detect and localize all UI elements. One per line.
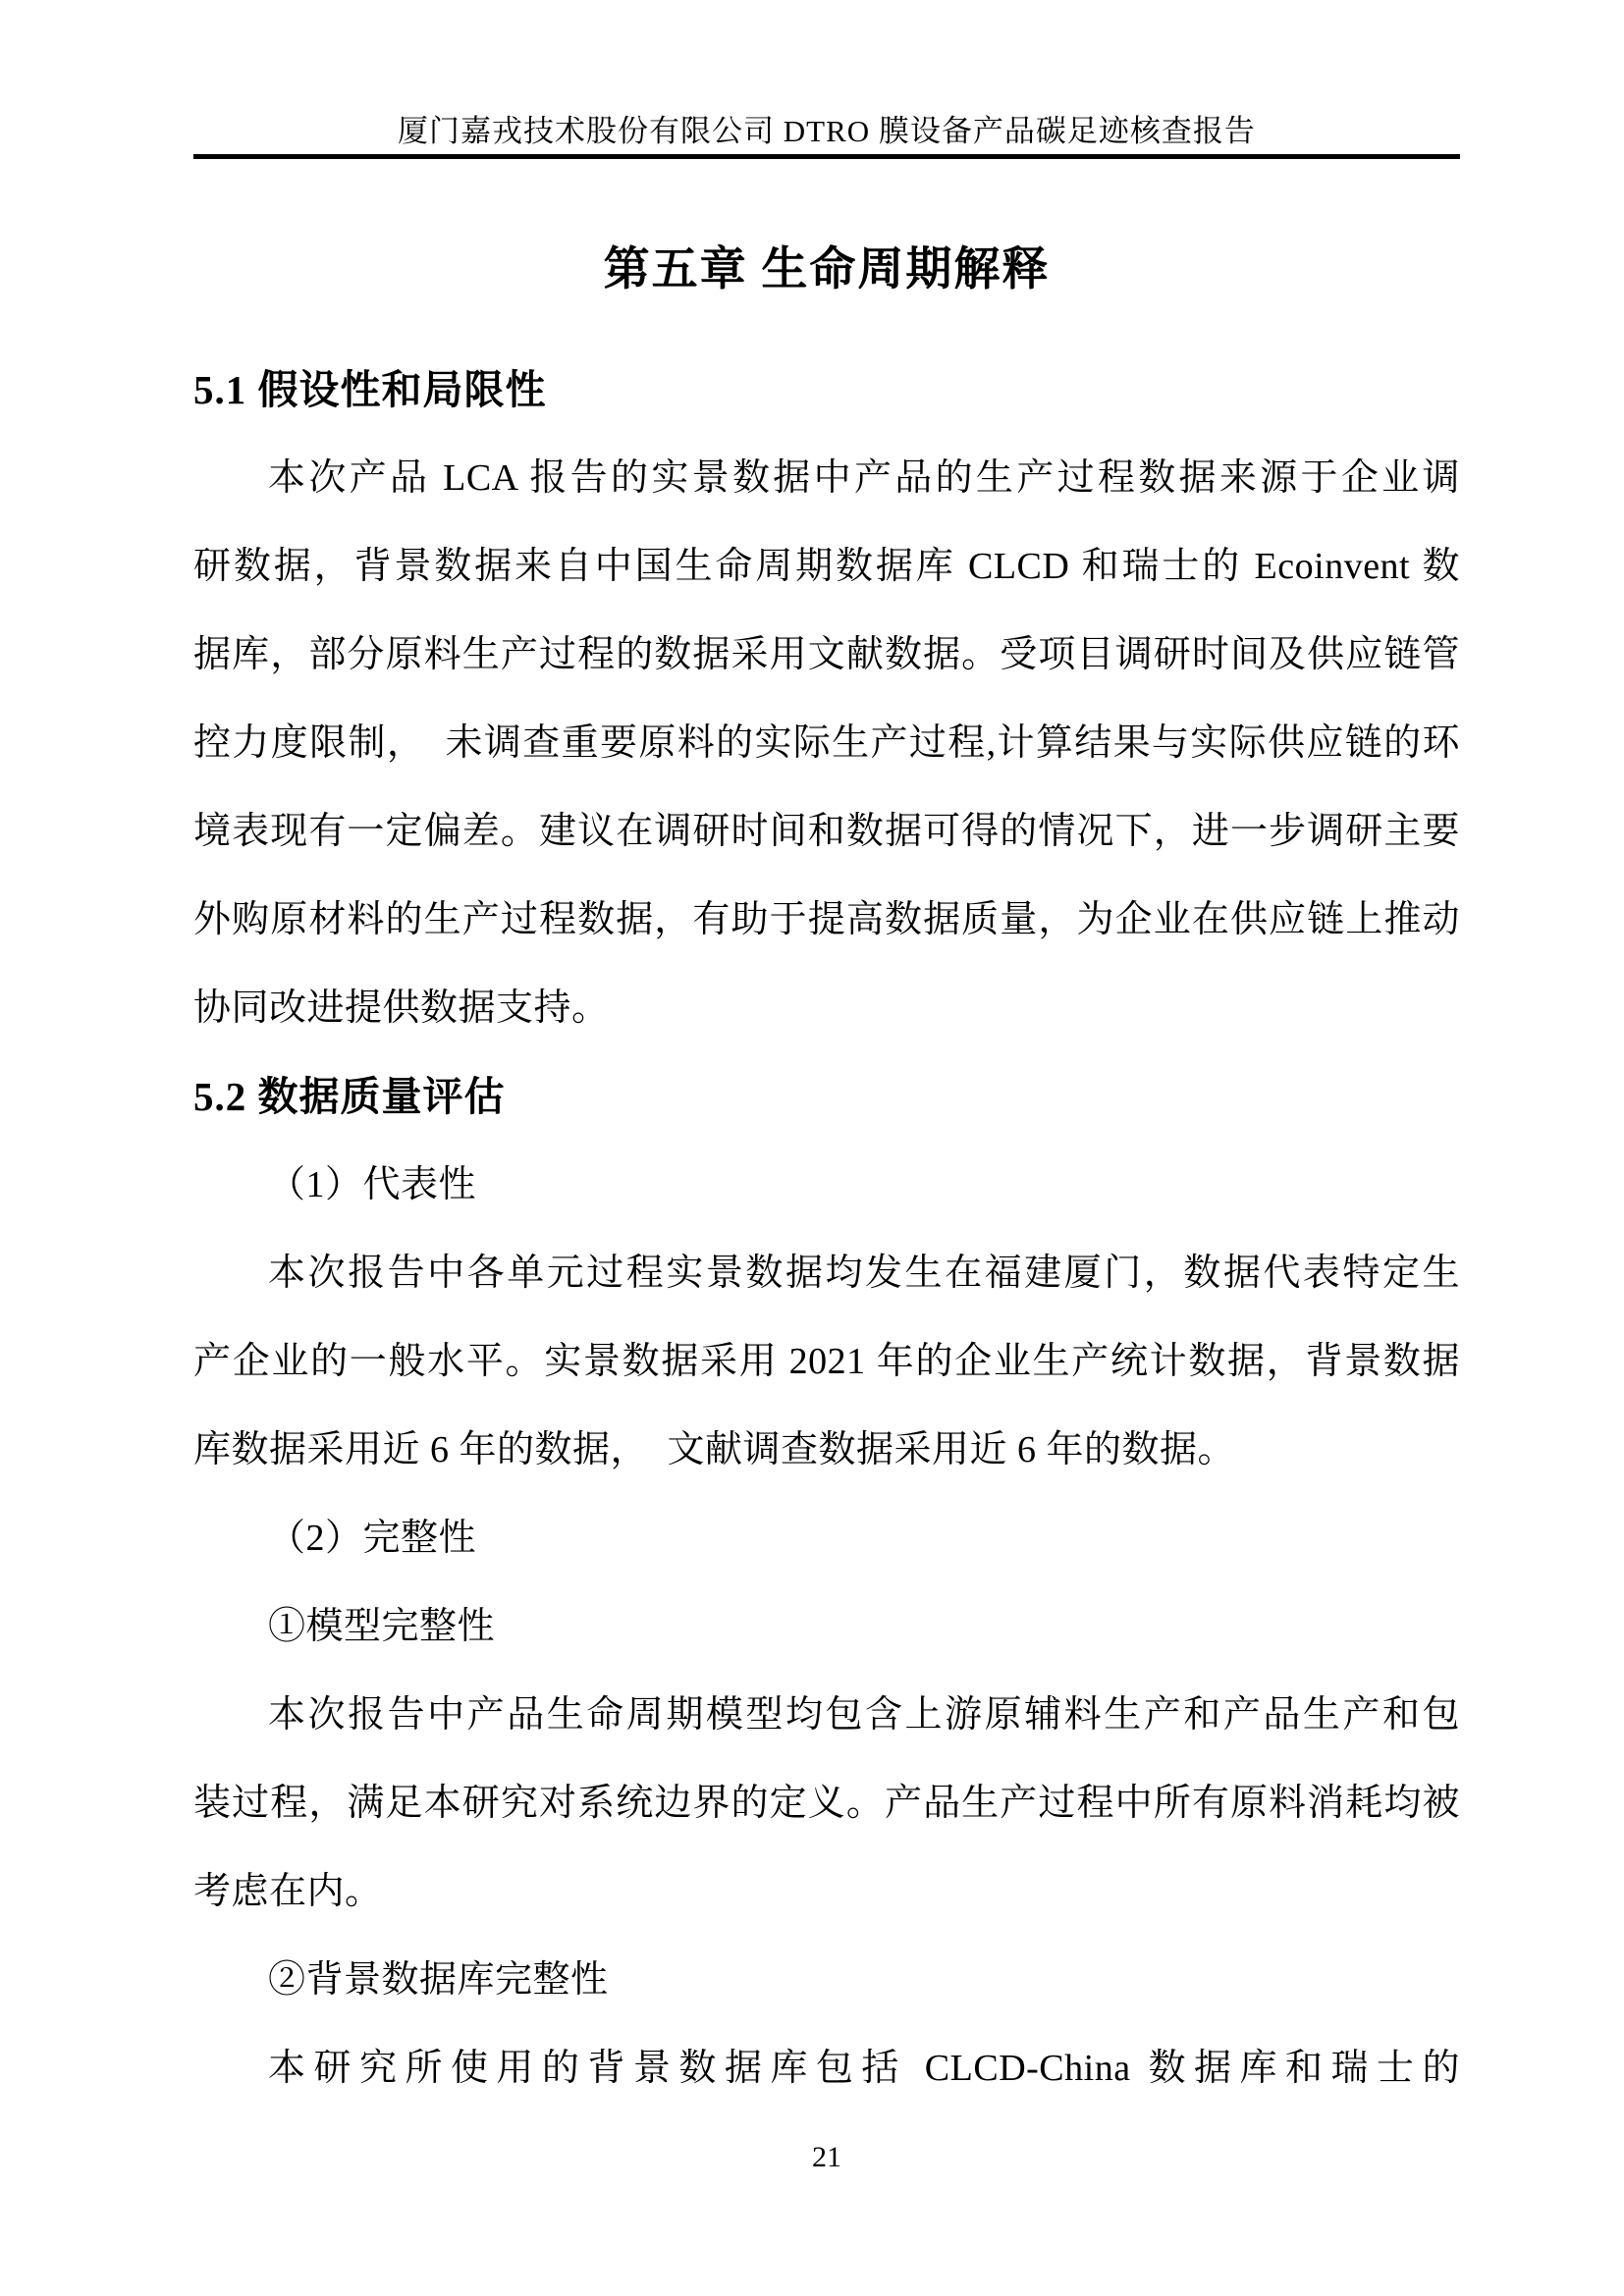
item-label-background-db-completeness: ②背景数据库完整性 — [268, 1959, 609, 2001]
page-header — [193, 114, 1460, 159]
paragraph-model-completeness: 本次报告中产品生命周期模型均包含上游原辅料生产和产品生产和包 装过程，满足本研究对系统边界的定义。产品生产过程中所有原料消耗均被 考虑在内。 — [193, 1694, 1460, 1912]
section-heading-5-1: 5.1 假设性和局限性 — [193, 367, 547, 412]
paragraph-assumptions-limitations: 本次产品 LCA 报告的实景数据中产品的生产过程数据来源于企业调 研数据，背景数据来自中国生命周期数据库 CLCD 和瑞士的 Ecoinvent 数 据库，部分原料生产过程的数据采用文献数据。受项目调研时间及供应链管 控力度限制， 未调查重要原料的实际生产过程,计算结果与实际供应链的环 境表现有一定偏差。建议在调研时间和数据可得的情况下，进一步调研主要 外购原材料的生产过程数据，有助于提高数据质量，为企业在供应链上推动 协同改进提供数据支持。 — [193, 457, 1460, 1029]
paragraph-representativeness: 本次报告中各单元过程实景数据均发生在福建厦门，数据代表特定生 产企业的一般水平。实景数据采用 2021 年的企业生产统计数据，背景数据 库数据采用近 6 年的数据， 文献调查数据采用近 6 年的数据。 — [193, 1253, 1460, 1470]
item-label-model-completeness: ①模型完整性 — [268, 1606, 496, 1647]
paragraph-background-db: 本研究所使用的背景数据库包括 CLCD-China 数据库和瑞士的 — [268, 2048, 1460, 2089]
header-title: 厦门嘉戎技术股份有限公司 DTRO 膜设备产品碳足迹核查报告 — [398, 114, 1256, 148]
page-number: 21 — [812, 2141, 841, 2173]
header-rule — [193, 154, 1460, 159]
section-heading-5-2: 5.2 数据质量评估 — [193, 1074, 506, 1119]
item-label-representativeness: （1）代表性 — [268, 1164, 477, 1205]
chapter-title: 第五章 生命周期解释 — [603, 244, 1051, 295]
item-label-completeness: （2）完整性 — [268, 1518, 477, 1559]
